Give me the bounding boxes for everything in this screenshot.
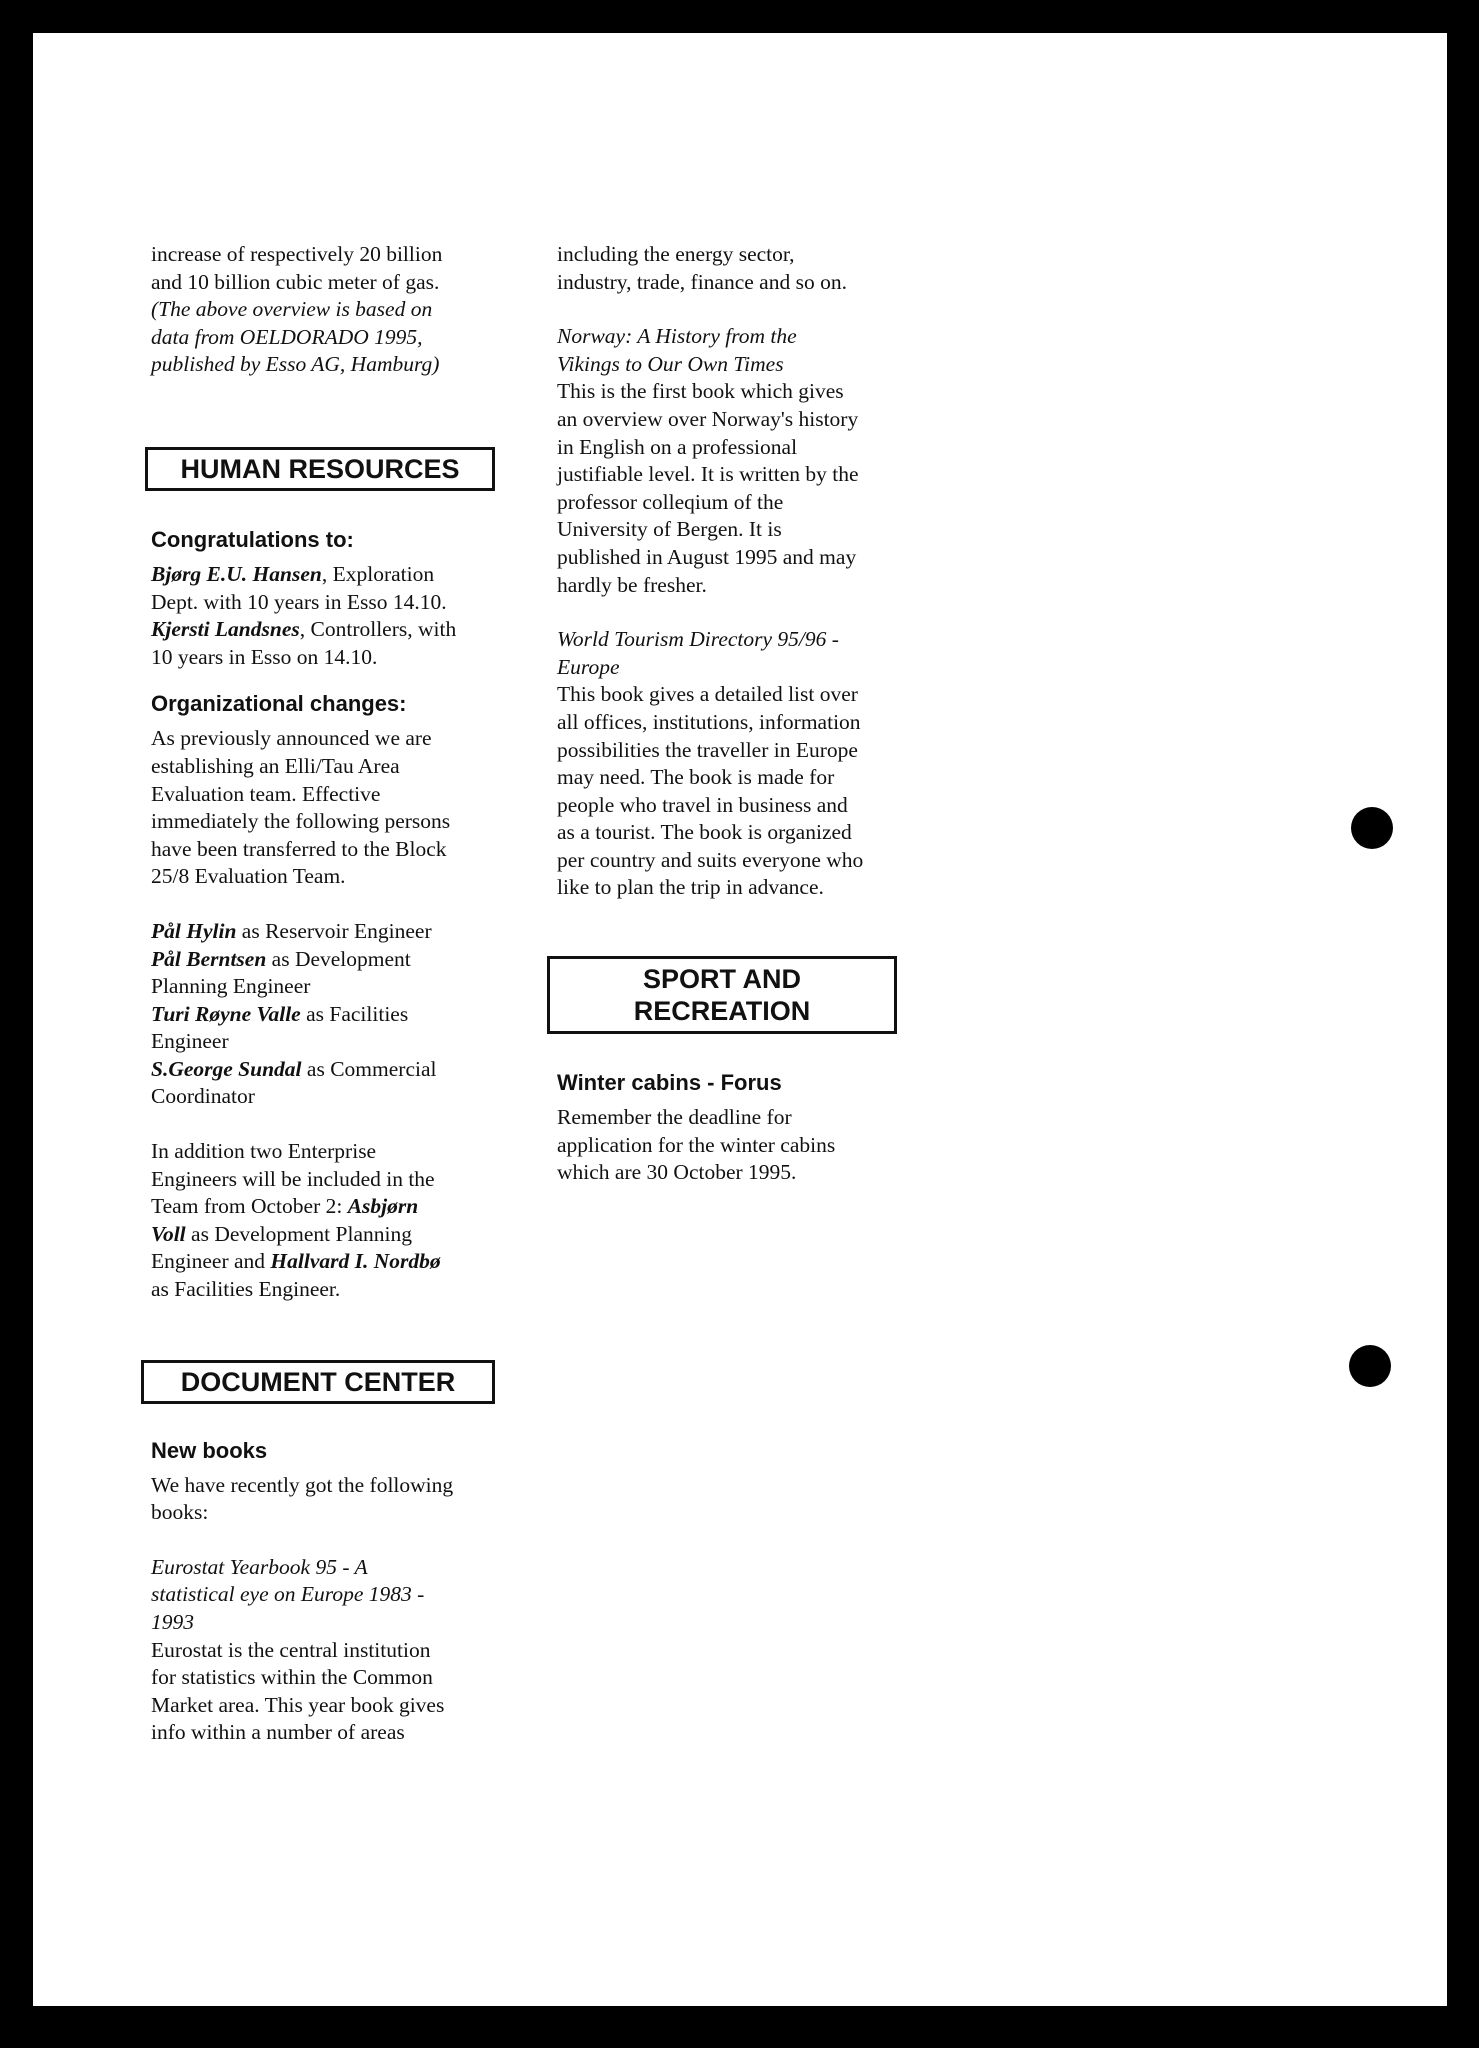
text-line: in English on a professional: [557, 434, 798, 459]
text-line: all offices, institutions, information: [557, 709, 861, 734]
person-name: Kjersti Landsnes: [151, 617, 300, 642]
text-line: may need. The book is made for: [557, 765, 835, 790]
text-line: (The above overview is based on: [151, 297, 433, 322]
text-line: Evaluation team. Effective: [151, 781, 381, 806]
text-line: like to plan the trip in advance.: [557, 875, 824, 900]
line-text: Dept. with 10 years in Esso 14.10.: [151, 589, 447, 614]
text-line: published by Esso AG, Hamburg): [151, 352, 440, 377]
text-line: We have recently got the following: [151, 1472, 454, 1497]
text-line: [151, 1083, 501, 1111]
text-line: [151, 1166, 501, 1194]
organizational-changes-text: [151, 725, 501, 891]
text-line: possibilities the traveller in Europe: [557, 737, 858, 762]
text-line: Market area. This year book gives: [151, 1692, 445, 1717]
text-line: [151, 1138, 501, 1166]
line-text: as Development Planning: [185, 1221, 412, 1246]
text-line: [151, 644, 501, 672]
text-line: [151, 1276, 501, 1304]
person-name: Pål Berntsen: [151, 946, 267, 971]
right-column: [557, 241, 907, 1187]
line-text: as Reservoir Engineer: [236, 918, 432, 943]
line-text: as Facilities Engineer.: [151, 1277, 341, 1302]
text-line: [151, 1248, 501, 1276]
congratulations-heading: Congratulations to:: [151, 526, 354, 552]
text-line: Remember the deadline for: [557, 1105, 792, 1130]
text-line: application for the winter cabins: [557, 1132, 836, 1157]
line-text: as Development: [266, 946, 411, 971]
text-line: 1993: [151, 1610, 194, 1634]
person-name: Turi Røyne Valle: [151, 1001, 301, 1026]
additional-engineers-text: [151, 1138, 501, 1304]
line-text: Engineers will be included in the: [151, 1166, 435, 1191]
transferred-persons-list: [151, 918, 501, 1111]
punch-hole-lower: [1349, 1345, 1391, 1387]
text-line: have been transferred to the Block: [151, 836, 447, 861]
text-line: This is the first book which gives: [557, 379, 844, 404]
text-line: industry, trade, finance and so on.: [557, 269, 847, 294]
text-line: per country and suits everyone who: [557, 847, 864, 872]
text-line: [151, 918, 501, 946]
line-text: Engineer: [151, 1029, 229, 1054]
line-text: 10 years in Esso on 14.10.: [151, 644, 378, 669]
text-line: published in August 1995 and may: [557, 544, 857, 569]
text-line: [151, 1001, 501, 1029]
line-text: , Exploration: [321, 561, 435, 586]
new-books-heading: New books: [151, 1437, 268, 1463]
text-line: [151, 973, 501, 1001]
text-line: [151, 1193, 501, 1221]
line-text: as Facilities: [300, 1001, 409, 1026]
left-column: [151, 241, 501, 1747]
text-line: and 10 billion cubic meter of gas.: [151, 269, 440, 294]
text-line: Eurostat is the central institution: [151, 1637, 431, 1662]
person-name: Pål Hylin: [151, 918, 237, 943]
winter-cabins-text: [557, 1104, 907, 1187]
text-line: University of Bergen. It is: [557, 517, 782, 542]
text-line: immediately the following persons: [151, 809, 451, 834]
person-name: Voll: [151, 1221, 186, 1246]
text-line: [151, 1028, 501, 1056]
world-tourism-description: [557, 681, 907, 902]
text-line: as a tourist. The book is organized: [557, 820, 852, 845]
text-line: data from OELDORADO 1995,: [151, 324, 423, 349]
new-books-intro: [151, 1472, 501, 1527]
text-line: [151, 1221, 501, 1249]
text-line: As previously announced we are: [151, 726, 432, 751]
winter-cabins-heading: Winter cabins - Forus: [557, 1070, 782, 1096]
organizational-changes-heading: Organizational changes:: [151, 691, 407, 717]
text-line: Vikings to Our Own Times: [557, 351, 784, 376]
human-resources-heading: HUMAN RESOURCES: [145, 447, 495, 491]
text-line: including the energy sector,: [557, 242, 795, 266]
source-note: [151, 296, 501, 379]
text-line: which are 30 October 1995.: [557, 1160, 797, 1185]
text-line: info within a number of areas: [151, 1720, 405, 1745]
congratulations-list: [151, 561, 501, 671]
person-name: S.George Sundal: [151, 1056, 302, 1081]
text-line: This book gives a detailed list over: [557, 682, 858, 707]
line-text: Team from October 2:: [151, 1194, 348, 1219]
line-text: Planning Engineer: [151, 974, 311, 999]
person-name: Bjørg E.U. Hansen: [151, 561, 322, 586]
text-line: professor colleqium of the: [557, 489, 784, 514]
punch-hole-upper: [1351, 807, 1393, 849]
sport-recreation-heading: [547, 956, 897, 1034]
text-line: [151, 589, 501, 617]
text-line: books:: [151, 1500, 209, 1525]
norway-history-title: [557, 323, 907, 378]
line-text: Coordinator: [151, 1084, 255, 1109]
text-line: justifiable level. It is written by the: [557, 462, 859, 487]
eurostat-description: [151, 1637, 501, 1747]
document-center-heading: DOCUMENT CENTER: [141, 1360, 495, 1404]
text-line: statistical eye on Europe 1983 -: [151, 1582, 425, 1607]
text-line: [151, 561, 501, 589]
person-name: Hallvard I. Nordbø: [270, 1249, 441, 1274]
text-line: Europe: [557, 654, 620, 679]
continued-text: [557, 241, 907, 296]
intro-text: [151, 241, 501, 296]
text-line: Norway: A History from the: [557, 324, 797, 349]
text-line: [151, 616, 501, 644]
text-line: [151, 1056, 501, 1084]
heading-line: SPORT AND: [642, 964, 801, 995]
line-text: , Controllers, with: [299, 617, 457, 642]
heading-line: RECREATION: [633, 996, 811, 1027]
line-text: In addition two Enterprise: [151, 1139, 377, 1164]
text-line: establishing an Elli/Tau Area: [151, 753, 400, 778]
text-line: 25/8 Evaluation Team.: [151, 864, 346, 889]
text-line: increase of respectively 20 billion: [151, 242, 443, 266]
document-page: [33, 33, 1447, 2006]
text-line: Eurostat Yearbook 95 - A: [151, 1554, 368, 1579]
person-name: Asbjørn: [347, 1194, 419, 1219]
text-line: an overview over Norway's history: [557, 406, 859, 431]
norway-history-description: [557, 378, 907, 599]
text-line: for statistics within the Common: [151, 1665, 433, 1690]
line-text: Engineer and: [151, 1249, 271, 1274]
eurostat-title: [151, 1554, 501, 1637]
text-line: hardly be fresher.: [557, 572, 707, 597]
line-text: as Commercial: [301, 1056, 437, 1081]
text-line: [151, 946, 501, 974]
text-line: World Tourism Directory 95/96 -: [557, 627, 839, 652]
world-tourism-title: [557, 626, 907, 681]
text-line: people who travel in business and: [557, 792, 848, 817]
